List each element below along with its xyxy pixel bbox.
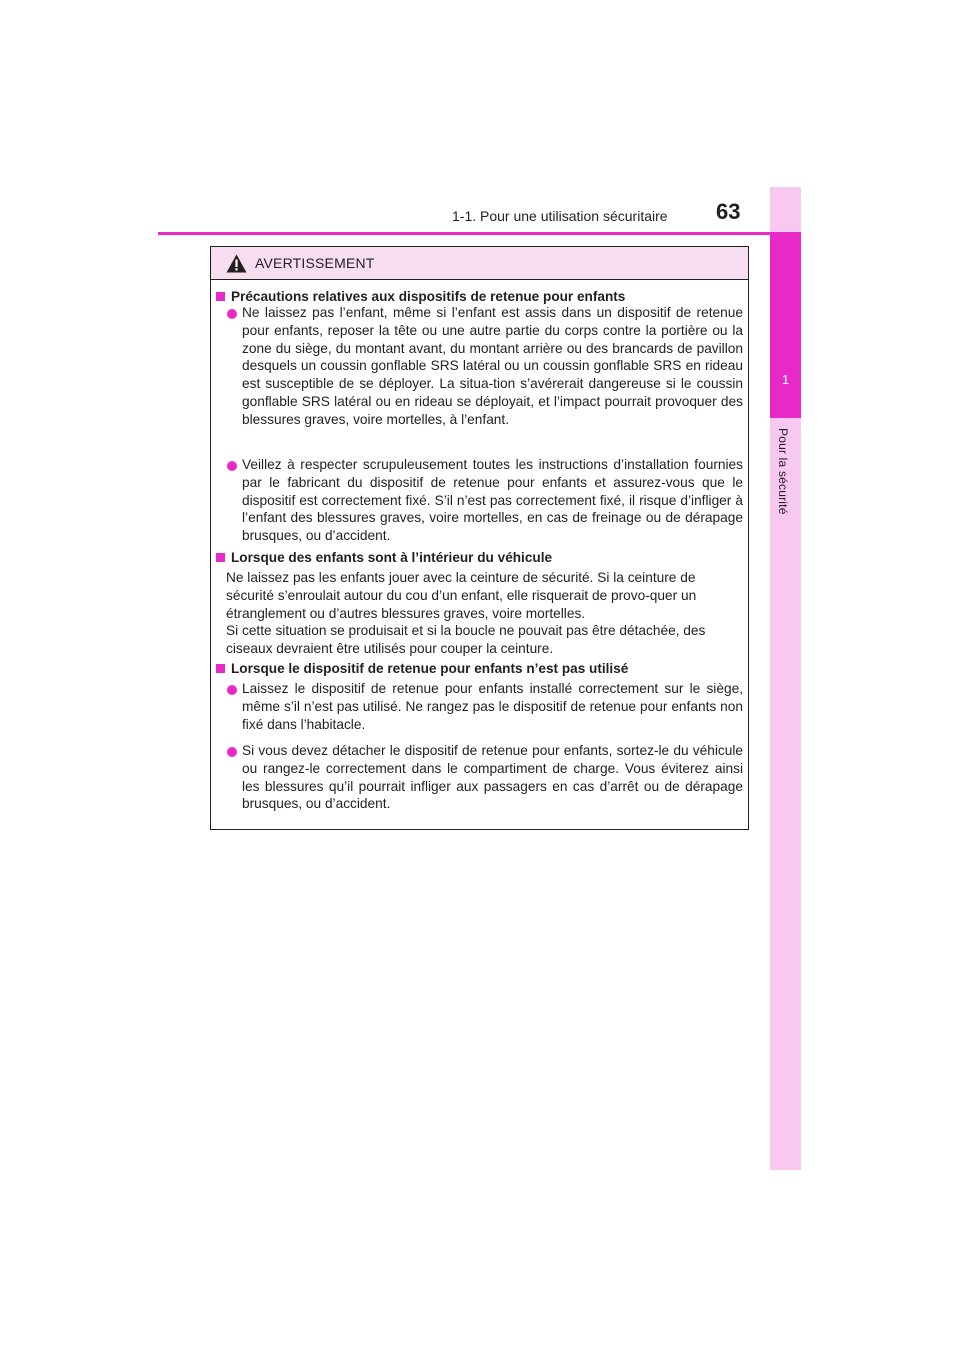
square-bullet-icon xyxy=(216,664,225,673)
section-heading: Précautions relatives aux dispositifs de retenue pour enfants xyxy=(216,289,625,304)
paragraph-text: Si cette situation se produisait et si la boucle ne pouvait pas être détachée, des ciseaux devraient être utilisés pour couper la ceinture. xyxy=(226,623,706,656)
square-bullet-icon xyxy=(216,292,225,301)
side-tab-chapter-marker xyxy=(770,232,801,418)
warning-header xyxy=(211,247,748,280)
bullet-text: Ne laissez pas l’enfant, même si l’enfant est assis dans un dispositif de retenue pour enfants, reposer la tête ou une autre partie du corps contre la portière ou la zone du siège, du montant avant, du montant arrière ou des brancards de pavillon desquels un coussin gonflable SRS latéral ou un coussin gonflable SRS en rideau est susceptible de se déployer. La situa-tion s’avérerait dangereuse si le coussin gonflable SRS latéral ou en rideau se déployait, et l’impact pourrait provoquer des blessures graves, voire mortelles, à l’enfant. xyxy=(242,305,743,427)
round-bullet-icon xyxy=(227,685,237,695)
round-bullet-icon xyxy=(227,747,237,757)
bullet-text: Laissez le dispositif de retenue pour enfants installé correctement sur le siège, même s’il n’est pas utilisé. Ne rangez pas le dispositif de retenue pour enfants non fixé dans l’habitacle. xyxy=(242,681,743,732)
chapter-label: Pour la sécurité xyxy=(776,428,790,515)
chapter-number: 1 xyxy=(781,372,790,387)
section-title: 1-1. Pour une utilisation sécuritaire xyxy=(452,208,668,224)
square-bullet-icon xyxy=(216,553,225,562)
round-bullet-icon xyxy=(227,461,237,471)
bullet-text: Veillez à respecter scrupuleusement toutes les instructions d’installation fournies par le fabricant du dispositif de retenue pour enfants et assurez-vous que le dispositif est correctement fixé. S’il n’est pas correctement fixé, il risque d’infliger à l’enfant des blessures graves, voire mortelles, en cas de freinage ou de dérapage brusques, ou d’accident. xyxy=(242,457,743,544)
warning-box xyxy=(210,246,749,830)
bullet-text: Si vous devez détacher le dispositif de retenue pour enfants, sortez-le du véhicule ou rangez-le correctement dans le compartiment de charge. Vous éviterez ainsi les blessures qu’il pourrait infliger aux passagers en cas d’arrêt ou de dérapage brusques, ou d’accident. xyxy=(242,743,743,812)
page-number: 63 xyxy=(716,199,741,224)
paragraph-text: Ne laissez pas les enfants jouer avec la ceinture de sécurité. Si la ceinture de sécurité s’enroulait autour du cou d’un enfant, elle risquerait de provo-quer un étranglement ou d’autres blessures graves, voire mortelles. xyxy=(226,570,697,621)
header-rule xyxy=(158,232,800,235)
warning-title: AVERTISSEMENT xyxy=(255,255,375,271)
warning-triangle-icon xyxy=(226,254,247,273)
section-heading: Lorsque des enfants sont à l’intérieur du véhicule xyxy=(216,550,552,565)
round-bullet-icon xyxy=(227,309,237,319)
section-heading: Lorsque le dispositif de retenue pour enfants n’est pas utilisé xyxy=(216,661,628,676)
